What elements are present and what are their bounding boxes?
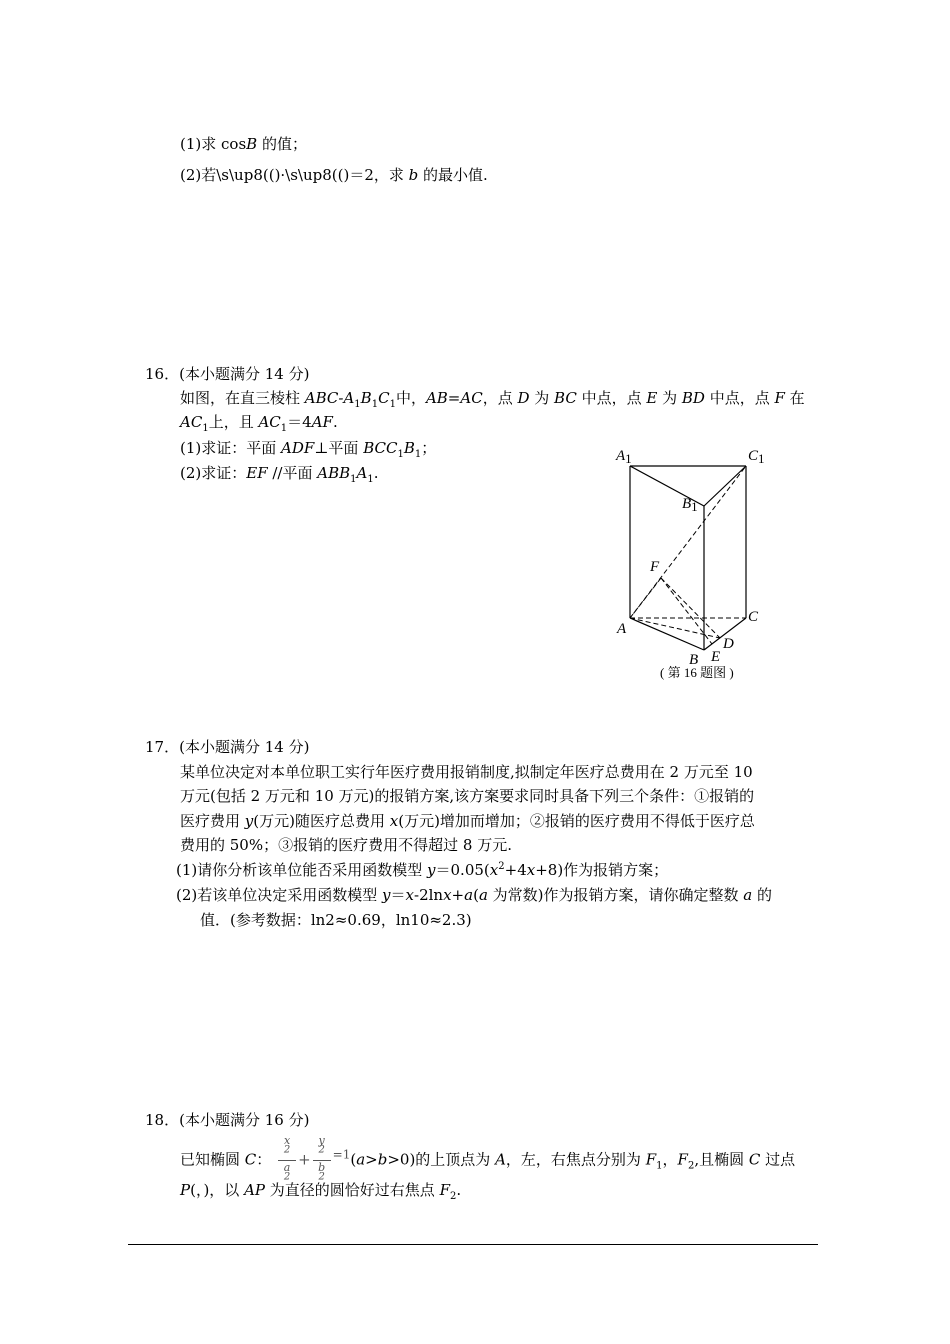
q16-prism-figure [600, 440, 800, 690]
label-A1: A1 [616, 448, 632, 466]
q17-part2: (2)若该单位决定采用函数模型 y＝x-2lnx+a(a 为常数)作为报销方案，请你确定整数 a 的 [176, 886, 773, 904]
q16-part1: (1)求证：平面 ADF⊥平面 $BCC_1B_1$； [180, 439, 437, 460]
q17-part2-cont: 值．(参考数据：ln2≈0.69，ln10≈2.3) [200, 911, 472, 929]
q17-line1: 某单位决定对本单位职工实行年医疗费用报销制度,拟制定年医疗总费用在 2 万元至 10 [180, 763, 753, 781]
label-C1: C1 [748, 448, 765, 466]
q16-part2: (2)求证：EF //平面 $ABB_1A_1$. [180, 464, 379, 485]
q15-part1: (1)求 cosB 的值； [180, 135, 307, 153]
q16-stem-line1: 如图，在直三棱柱 ABC-$A_1B_1C_1$中，AB=AC，点 D 为 BC 中点，点 E 为 BD 中点，点 F 在 [180, 389, 805, 410]
q18-header: 18．(本小题满分 16 分) [145, 1111, 310, 1129]
label-F: F [650, 559, 660, 575]
q17-line4: 费用的 50%；③报销的医疗费用不得超过 8 万元. [180, 836, 512, 854]
label-B1: B1 [682, 496, 698, 514]
q17-line2: 万元(包括 2 万元和 10 万元)的报销方案,该方案要求同时具备下列三个条件：①报销的 [180, 787, 755, 805]
figure-caption: ( 第 16 题图 ) [660, 665, 734, 680]
label-A: A [617, 621, 627, 637]
q17-part1: (1)请你分析该单位能否采用函数模型 $y=0.05(x^2+4x+8)$作为报销方案； [176, 861, 669, 879]
q16-stem-line2: $AC_1$上，且 $AC_1=4AF$. [180, 413, 338, 434]
q16-header: 16．(本小题满分 14 分) [145, 365, 310, 383]
fraction-x2-a2: x $^2$ a $^2$ [278, 1134, 296, 1187]
q18-line1: 已知椭圆 C： x $^2$ a $^2$ + y $^2$ b $^2$ $^{=1}$(a>b>0)的上顶点为 A，左，右焦点分别为 $F_1$，$F_2$,且椭圆 C 过点 [180, 1134, 795, 1187]
fraction-y2-b2: y $^2$ b $^2$ [313, 1134, 331, 1187]
label-E: E [711, 649, 721, 665]
q17-header: 17．(本小题满分 14 分) [145, 738, 310, 756]
q18-line2: P(，)，以 AP 为直径的圆恰好过右焦点 $F_2$. [180, 1181, 462, 1202]
q15-part2: (2)若\s\up8(()·\s\up8(()＝2，求 b 的最小值. [180, 166, 488, 184]
label-D: D [723, 636, 734, 652]
q17-line3: 医疗费用 y(万元)随医疗总费用 x(万元)增加而增加；②报销的医疗费用不得低于医疗总 [180, 812, 755, 830]
label-B: B [689, 652, 699, 668]
label-C: C [748, 609, 759, 625]
footer-rule [128, 1244, 818, 1245]
